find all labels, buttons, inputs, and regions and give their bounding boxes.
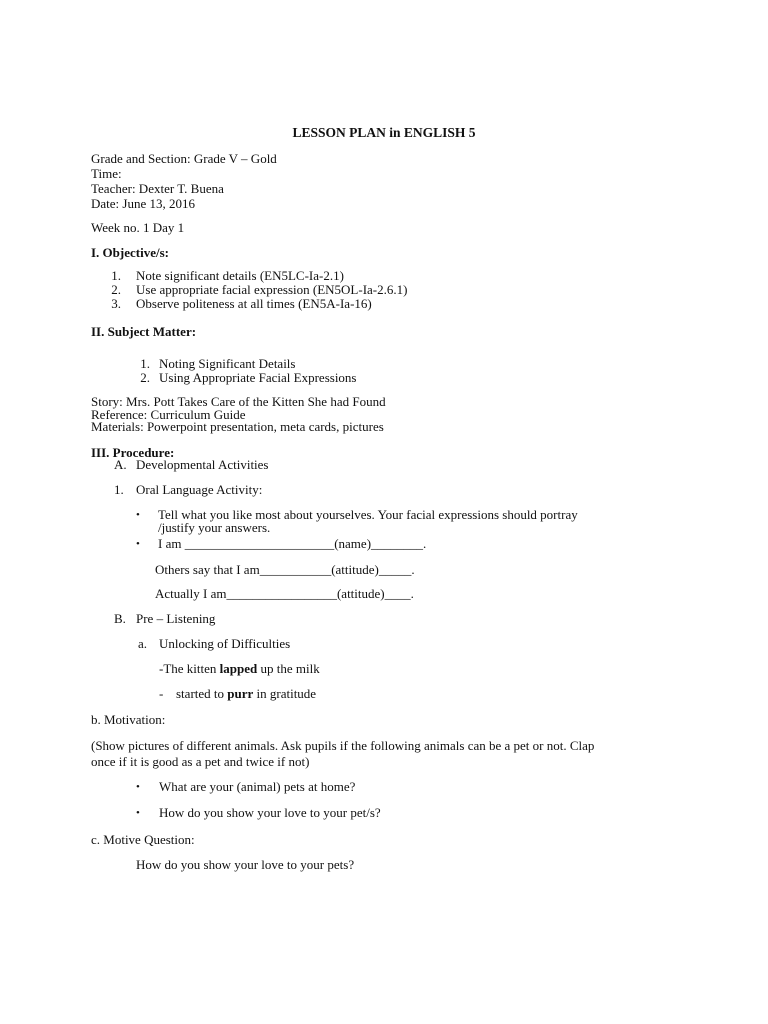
list-number: 2. xyxy=(111,282,121,297)
bullet-icon: • xyxy=(136,509,140,521)
date-line: Date: June 13, 2016 xyxy=(91,196,195,211)
section-b-text: Pre – Listening xyxy=(136,611,216,626)
list-item: Note significant details (EN5LC-Ia-2.1) xyxy=(136,268,344,283)
question-item: How do you show your love to your pet/s? xyxy=(159,805,381,820)
vocab-text: -The kitten xyxy=(159,661,220,676)
list-item: Observe politeness at all times (EN5A-Ia-16) xyxy=(136,296,372,311)
objectives-heading: I. Objective/s: xyxy=(91,245,169,260)
vocab-text: in gratitude xyxy=(253,686,317,701)
section-a-text: Developmental Activities xyxy=(136,457,269,472)
vocab-word: lapped xyxy=(219,661,258,676)
time-line: Time: xyxy=(91,166,122,181)
grade-section: Grade and Section: Grade V – Gold xyxy=(91,151,277,166)
sub-a-label: a. xyxy=(138,636,148,651)
bullet-item: I am _______________________(name)________. xyxy=(158,536,427,551)
teacher-line: Teacher: Dexter T. Buena xyxy=(91,181,224,196)
vocab-text: up the milk xyxy=(257,661,320,676)
oral-number: 1. xyxy=(114,482,124,497)
list-number: 3. xyxy=(111,296,121,311)
sub-a-text: Unlocking of Difficulties xyxy=(159,636,291,651)
motivation-text: (Show pictures of different animals. Ask pupils if the following animals can be a pet or not. Clap xyxy=(91,738,595,753)
bullet-icon: • xyxy=(136,781,140,793)
bullet-item: Tell what you like most about yourselves. Your facial expressions should portray xyxy=(158,507,578,522)
page-title: LESSON PLAN in ENGLISH 5 xyxy=(292,125,476,140)
vocab-word: purr xyxy=(227,686,254,701)
reference-line: Reference: Curriculum Guide xyxy=(91,407,246,422)
motivation-heading: b. Motivation: xyxy=(91,712,166,727)
bullet-icon: • xyxy=(136,807,140,819)
oral-language-activity: Oral Language Activity: xyxy=(136,482,263,497)
section-a-label: A. xyxy=(114,457,127,472)
motivation-text-continued: once if it is good as a pet and twice if not) xyxy=(91,754,310,769)
question-item: What are your (animal) pets at home? xyxy=(159,779,356,794)
section-b-label: B. xyxy=(114,611,126,626)
materials-line: Materials: Powerpoint presentation, meta cards, pictures xyxy=(91,419,384,434)
vocab-purr xyxy=(176,687,316,701)
list-number: 1. xyxy=(140,356,150,371)
procedure-heading: III. Procedure: xyxy=(91,445,175,460)
list-item: Using Appropriate Facial Expressions xyxy=(159,370,357,385)
week-line: Week no. 1 Day 1 xyxy=(91,220,185,235)
list-number: 1. xyxy=(111,268,121,283)
bullet-item-continued: /justify your answers. xyxy=(158,520,271,535)
list-item: Use appropriate facial expression (EN5OL-Ia-2.6.1) xyxy=(136,282,408,297)
vocab-text: started to xyxy=(176,686,228,701)
list-item: Noting Significant Details xyxy=(159,356,296,371)
dash: - xyxy=(159,686,164,701)
story-line: Story: Mrs. Pott Takes Care of the Kitten She had Found xyxy=(91,394,386,409)
others-line: Others say that I am___________(attitude)_____. xyxy=(155,562,415,577)
vocab-lapped xyxy=(159,662,320,676)
bullet-icon: • xyxy=(136,538,140,550)
subject-matter-heading: II. Subject Matter: xyxy=(91,324,197,339)
list-number: 2. xyxy=(140,370,150,385)
motive-question-heading: c. Motive Question: xyxy=(91,832,195,847)
actually-line: Actually I am_________________(attitude)____. xyxy=(155,586,414,601)
motive-question-text: How do you show your love to your pets? xyxy=(136,857,355,872)
